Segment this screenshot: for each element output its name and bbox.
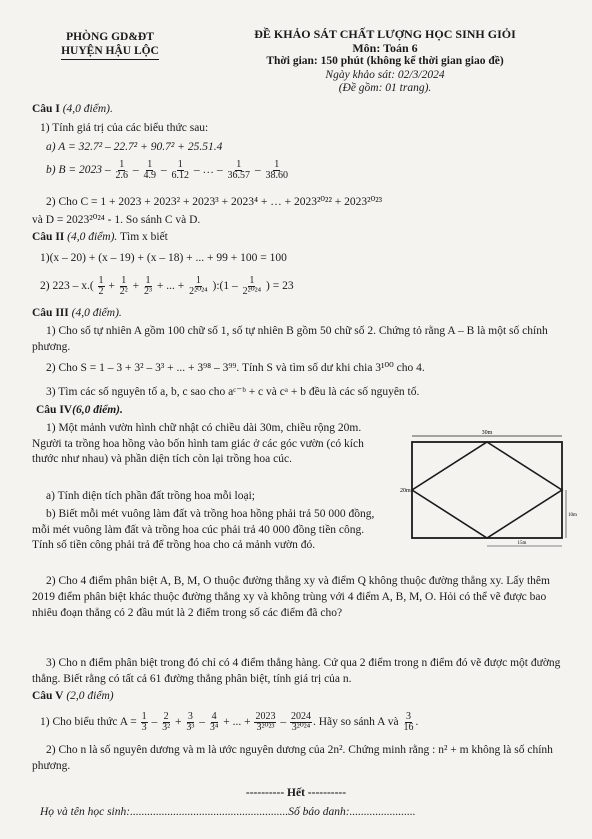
exam-pages: (Đề gồm: 01 trang). <box>338 82 432 94</box>
fraction: $\frac{1}{4.9}$ <box>143 159 156 181</box>
q4-part1a: a) Tính diện tích phần đất trồng hoa mỗi loại; <box>46 490 255 502</box>
fraction: $\frac{1}{\text{2²}}$ <box>119 275 128 297</box>
q2-part2-end: ) = 23 <box>266 280 294 293</box>
q1-part1a: a) A = 32.7² – 22.7² + 90.7² + 25.51.4 <box>46 141 223 153</box>
q4-part3: 3) Cho n điểm phân biệt trong đó chỉ có 4 điểm thẳng hàng. Cứ qua 2 điểm trong n điểm đó vẽ được một đường thẳng. Biết rằng có tất cả 61 đường thẳng phân biệt, tính giá trị của n. <box>32 657 561 685</box>
garden-rhombus <box>412 442 562 538</box>
q2-part2-lead: 2) 223 – x.( <box>40 280 94 293</box>
fig-label-bottom: 15m <box>517 541 527 546</box>
fraction: $\frac{2024}{\text{3²⁰²⁴}}$ <box>290 711 311 733</box>
fraction: $\frac{2}{\text{3²}}$ <box>162 711 171 733</box>
q2-part2: 2) 223 – x.( $\frac{1}{2}$ + $\frac{1}{\text{2²}}$ + $\frac{1}{\text{2³}}$ + ... + $\frac{1}{\text{2²⁰²⁴}}$ ):(1 – $\frac{1}{\text{2²⁰²⁴}}$ ) = 23 <box>40 275 294 297</box>
fig-label-left: 20m <box>400 488 411 494</box>
fraction: $\frac{4}{\text{3⁴}}$ <box>209 711 219 733</box>
question-1-heading <box>32 103 113 115</box>
question-3-heading <box>32 307 122 319</box>
exam-subject: Môn: Toán 6 <box>352 40 418 55</box>
fraction: $\frac{1}{\text{2²⁰²⁴}}$ <box>189 275 208 297</box>
fraction: $\frac{3}{\text{3³}}$ <box>186 711 195 733</box>
fraction: $\frac{1}{2}$ <box>98 275 104 297</box>
q5-part1: 1) Cho biểu thức A = $\frac{1}{3}$ – $\frac{2}{\text{3²}}$ + $\frac{3}{\text{3³}}$ – $\frac{4}{\text{3⁴}}$ + ... + $\frac{2023}{\text{3²⁰²³}}$ – $\frac{2024}{\text{3²⁰²⁴}}$ . Hãy so sánh A và $\frac{3}{16}$ . <box>40 711 419 733</box>
garden-rectangle <box>412 442 562 538</box>
q3-part3: 3) Tìm các số nguyên tố a, b, c sao cho aᶜ⁻ᵇ + c và cᵃ + b đều là các số nguyên tố. <box>46 386 420 398</box>
q5-part1-lead: 1) Cho biểu thức A = <box>40 716 137 729</box>
fraction: $\frac{1}{6.12}$ <box>171 159 189 181</box>
student-info-line: Họ và tên học sinh:.......................................................Số báo danh:....................... <box>40 806 416 818</box>
q4-part2: 2) Cho 4 điểm phân biệt A, B, M, O thuộc đường thẳng xy và điểm Q không thuộc đường thẳng xy. Lấy thêm 2019 điểm phân biệt khác thuộc đường thẳng xy và không trùng với 4 điểm A, B, M, O. Hỏi có thể vẽ được bao nhiêu đoạn thẳng có 2 đầu mút là 2 điểm trong số các điểm đã cho? <box>32 575 550 619</box>
department-line-2: HUYỆN HẬU LỘC <box>61 44 159 60</box>
q2-part2-mid: ):(1 – <box>212 280 238 293</box>
fig-label-right: 10m <box>568 513 577 518</box>
q1-part2b: và D = 2023²⁰²⁴ - 1. So sánh C và D. <box>32 214 201 226</box>
q5-part1-tail: . Hãy so sánh A và <box>312 716 399 729</box>
department-line-1: PHÒNG GD&ĐT <box>66 31 154 43</box>
question-5-points: (2,0 điểm) <box>66 690 114 702</box>
question-1-points: (4,0 điểm). <box>62 103 113 115</box>
q4-part1b: b) Biết mỗi mét vuông làm đất và trồng hoa hồng phải trả 50 000 đồng, mỗi mét vuông làm đất và trồng hoa cúc phải trả 40 000 đồng tiền công. Tính số tiền công phải trả để trồng hoa cho cả mảnh vườn đó. <box>32 508 375 551</box>
exam-date: Ngày khảo sát: 02/3/2024 <box>325 68 445 81</box>
q5-part2: 2) Cho n là số nguyên dương và m là ước nguyên dương của 2n². Chứng minh rằng : n² + m không là số chính phương. <box>32 744 553 772</box>
q3-part2: 2) Cho S = 1 – 3 + 3² – 3³ + ... + 3⁹⁸ – 3⁹⁹. Tính S và tìm số dư khi chia 3¹⁰⁰ cho 4. <box>46 362 425 374</box>
q1-part1b: b) B = 2023 – $\frac{1}{2.6}$ – $\frac{1}{4.9}$ – $\frac{1}{6.12}$ – … – $\frac{1}{36.57}$ – $\frac{1}{38.60}$ <box>46 159 288 181</box>
fraction: $\frac{1}{\text{2²⁰²⁴}}$ <box>242 275 262 297</box>
fraction: $\frac{3}{16}$ <box>403 711 414 733</box>
exam-time: Thời gian: 150 phút (không kể thời gian giao đề) <box>266 55 504 67</box>
fraction: $\frac{2023}{\text{3²⁰²³}}$ <box>255 711 276 733</box>
fraction: $\frac{1}{\text{2³}}$ <box>144 275 153 297</box>
question-2-tail: Tìm x biết <box>119 231 168 243</box>
department-block <box>40 30 180 60</box>
question-4-points: (6,0 điểm). <box>72 404 123 416</box>
question-5-title: Câu V <box>32 690 64 702</box>
fraction: $\frac{1}{3}$ <box>141 711 147 733</box>
q4-part1: 1) Một mảnh vườn hình chữ nhật có chiều dài 30m, chiều rộng 20m. Người ta trồng hoa hồng vào bốn hình tam giác ở các góc vườn (có kích thước như nhau) và phần diện tích còn lại trồng hoa cúc. <box>32 422 364 465</box>
fraction: $\frac{1}{2.6}$ <box>115 159 128 181</box>
question-4-title: Câu IV <box>36 404 73 416</box>
garden-figure <box>392 428 577 558</box>
end-marker: ---------- Hết ---------- <box>245 787 347 799</box>
question-2-points: (4,0 điểm). <box>67 231 118 243</box>
question-1-title: Câu I <box>32 103 60 115</box>
q1-part2: 2) Cho C = 1 + 2023 + 2023² + 2023³ + 2023⁴ + … + 2023²⁰²² + 2023²⁰²³ <box>46 196 383 208</box>
q2-part1: 1)(x – 20) + (x – 19) + (x – 18) + ... + 99 + 100 = 100 <box>40 252 287 264</box>
question-4-heading <box>36 404 123 416</box>
q1-part1: 1) Tính giá trị của các biểu thức sau: <box>40 122 209 134</box>
question-3-points: (4,0 điểm). <box>71 307 122 319</box>
q3-part1: 1) Cho số tự nhiên A gồm 100 chữ số 1, số tự nhiên B gồm 50 chữ số 2. Chứng tỏ rằng A – B là một số chính phương. <box>32 325 548 353</box>
exam-title: ĐỀ KHẢO SÁT CHẤT LƯỢNG HỌC SINH GIỎI <box>254 27 516 41</box>
fig-label-top: 30m <box>481 430 493 436</box>
question-2-title: Câu II <box>32 231 65 243</box>
question-2-heading <box>32 231 168 243</box>
question-5-heading <box>32 690 114 702</box>
fraction: $\frac{1}{36.57}$ <box>227 159 250 181</box>
exam-header <box>200 28 570 96</box>
fraction: $\frac{1}{38.60}$ <box>265 159 288 181</box>
question-3-title: Câu III <box>32 307 69 319</box>
q1-part1b-lead: b) B = 2023 – <box>46 164 111 177</box>
